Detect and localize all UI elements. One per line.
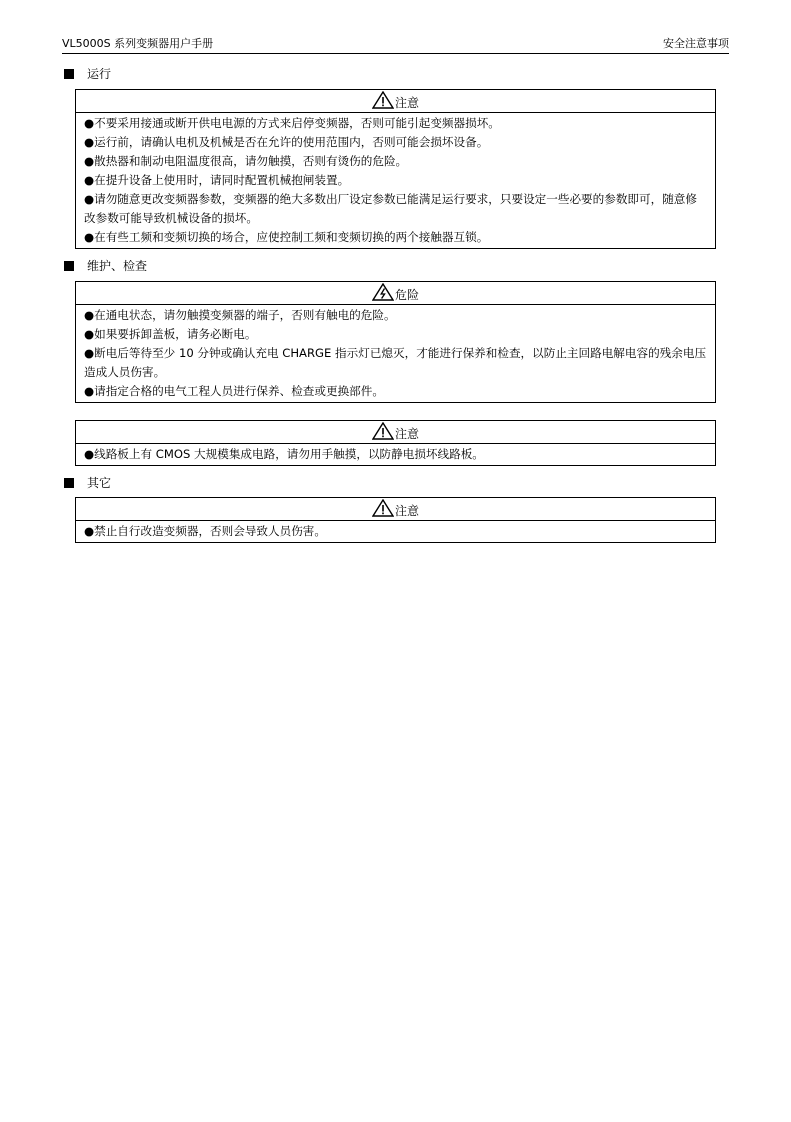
- warning-triangle-icon: [372, 91, 394, 109]
- warning-triangle-icon: [372, 499, 394, 517]
- list-item: ●断电后等待至少 10 分钟或确认充电 CHARGE 指示灯已熄灭，才能进行保养和检查，以防止主回路电解电容的残余电压造成人员伤害。: [84, 346, 707, 379]
- box-title-label: 危险: [394, 288, 419, 302]
- list-item: ●运行前，请确认电机及机械是否在允许的使用范围内，否则可能会损坏设备。: [84, 135, 489, 149]
- square-bullet-icon: [64, 478, 74, 488]
- section-heading-maintenance: [64, 258, 147, 274]
- warning-triangle-icon: [372, 422, 394, 440]
- list-item: ●不要采用接通或断开供电电源的方式来启停变频器，否则可能引起变频器损坏。: [84, 116, 500, 130]
- header-manual-title: VL5000S 系列变频器用户手册: [62, 37, 214, 50]
- list-item: ●在通电状态，请勿触摸变频器的端子，否则有触电的危险。: [84, 308, 396, 322]
- box-title-label: 注意: [394, 427, 419, 441]
- section-heading-operation: [64, 66, 111, 82]
- section-heading-label: 维护、检查: [87, 259, 148, 273]
- list-item: ●线路板上有 CMOS 大规模集成电路，请勿用手触摸，以防静电损坏线路板。: [84, 447, 484, 461]
- list-item: ●请指定合格的电气工程人员进行保养、检查或更换部件。: [84, 384, 384, 398]
- caution-box-other: [75, 497, 716, 543]
- box-title-label: 注意: [394, 96, 419, 110]
- caution-box-operation: [75, 89, 716, 249]
- list-item: ●散热器和制动电阻温度很高，请勿触摸，否则有烫伤的危险。: [84, 154, 408, 168]
- list-item: ●禁止自行改造变频器，否则会导致人员伤害。: [84, 524, 326, 538]
- box-body: [76, 521, 715, 542]
- box-body: [76, 305, 715, 402]
- box-title: [76, 498, 715, 521]
- box-body: [76, 113, 715, 248]
- section-heading-label: 其它: [87, 476, 112, 490]
- list-item: ●请勿随意更改变频器参数，变频器的绝大多数出厂设定参数已能满足运行要求，只要设定一些必要的参数即可，随意修改参数可能导致机械设备的损坏。: [84, 192, 697, 225]
- square-bullet-icon: [64, 69, 74, 79]
- header-chapter-title: 安全注意事项: [663, 37, 729, 50]
- box-title: [76, 282, 715, 305]
- box-title: [76, 421, 715, 444]
- list-item: ●如果要拆卸盖板，请务必断电。: [84, 327, 257, 341]
- page-header: [62, 36, 729, 54]
- square-bullet-icon: [64, 261, 74, 271]
- box-body: [76, 444, 715, 465]
- box-title: [76, 90, 715, 113]
- list-item: ●在有些工频和变频切换的场合，应使控制工频和变频切换的两个接触器互锁。: [84, 230, 489, 244]
- electric-hazard-icon: [372, 283, 394, 301]
- caution-box-maintenance: [75, 420, 716, 466]
- list-item: ●在提升设备上使用时，请同时配置机械抱闸装置。: [84, 173, 350, 187]
- section-heading-label: 运行: [87, 67, 112, 81]
- box-title-label: 注意: [394, 504, 419, 518]
- danger-box-maintenance: [75, 281, 716, 403]
- section-heading-other: [64, 475, 111, 491]
